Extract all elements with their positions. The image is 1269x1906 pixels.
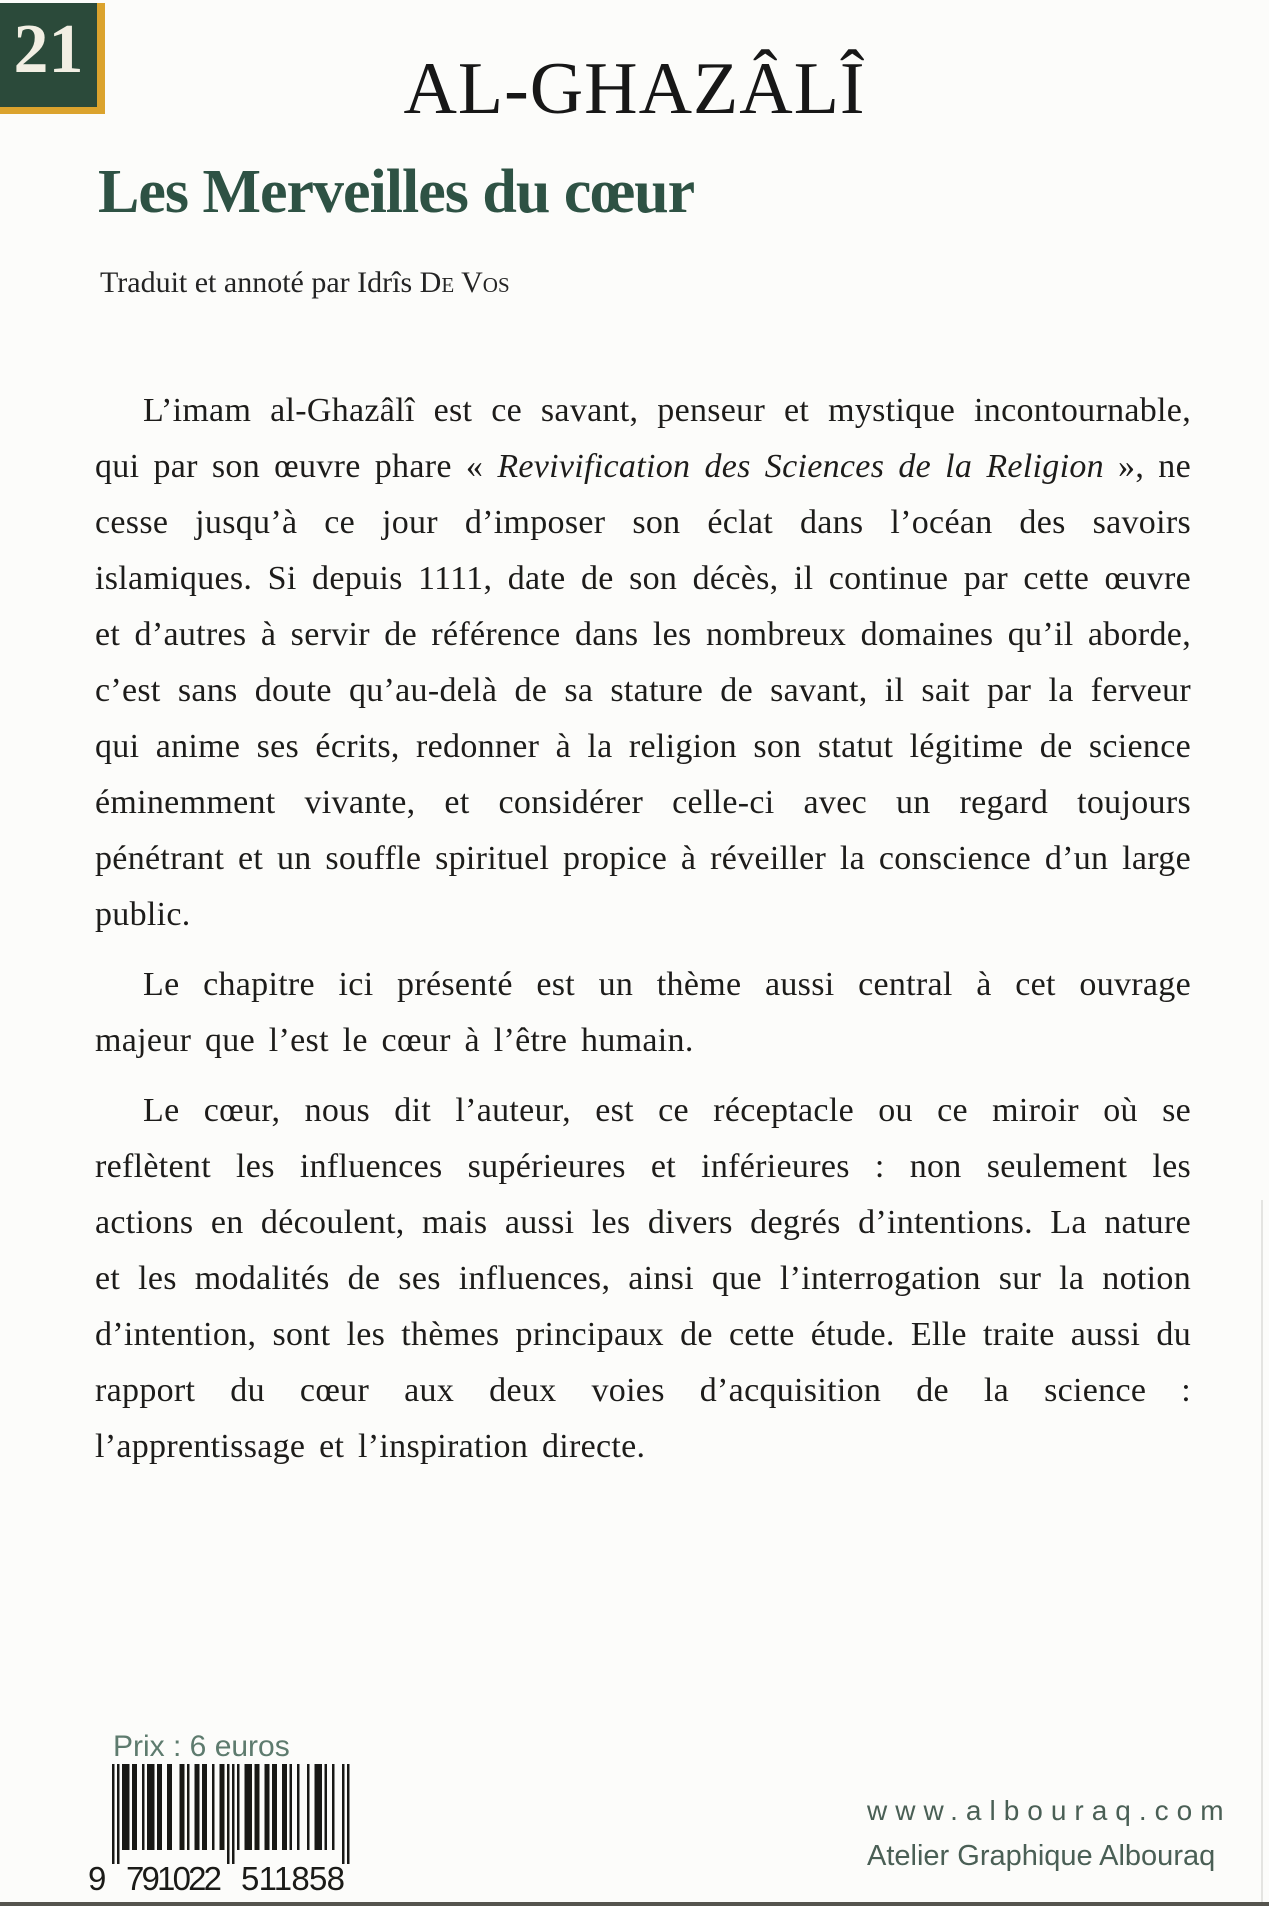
synopsis-paragraph	[95, 957, 1191, 1069]
publisher-website: www.albouraq.com	[867, 1795, 1232, 1826]
synopsis-segment: Le chapitre ici présenté est un thème aussi central à cet ouvrage majeur que l’est le cœur à l’être humain.	[95, 966, 1191, 1059]
price-label: Prix : 6 euros	[113, 1730, 290, 1763]
synopsis-segment-italic: Revivification des Sciences de la Religion	[497, 448, 1104, 485]
barcode-digits-right: 511858	[241, 1860, 345, 1897]
translator-prefix: Traduit et annoté par Idrîs	[100, 266, 420, 299]
book-title: Les Merveilles du cœur	[98, 158, 695, 226]
barcode-digits-left: 791022	[126, 1860, 222, 1897]
translator-name: De Vos	[419, 266, 510, 299]
synopsis-segment: », ne cesse jusqu’à ce jour d’imposer son éclat dans l’océan des savoirs islamiques. Si depuis 1111, date de son décès, il continue par cette œuvre et d’autres à servir de référence dans les nombreux domaines qu’il aborde, c’est sans doute qu’au-delà de sa stature de savant, il sait par la ferveur qui anime ses écrits, redonner à la religion son statut légitime de science éminemment vivante, et considérer celle-ci avec un regard toujours pénétrant et un souffle spirituel propice à réveiller la conscience d’un large public.	[95, 448, 1191, 933]
synopsis-paragraph	[95, 1083, 1191, 1475]
synopsis-segment: L’imam al-Ghazâlî est ce savant, penseur et mystique incontournable, qui par son œuvre phare «	[95, 392, 1191, 485]
publisher-studio: Atelier Graphique Albouraq	[867, 1840, 1216, 1872]
synopsis	[95, 383, 1191, 1489]
page-bottom-edge	[0, 1902, 1269, 1906]
scan-edge-line	[1261, 1200, 1263, 1906]
translator-line	[100, 266, 510, 300]
barcode-bars	[86, 1764, 386, 1900]
publisher-info	[867, 1795, 1232, 1873]
synopsis-segment: Le cœur, nous dit l’auteur, est ce réceptacle ou ce miroir où se reflètent les influences supérieures et inférieures : non seulement les actions en découlent, mais aussi les divers degrés d’intentions. La nature et les modalités de ses influences, ainsi que l’interrogation sur la notion d’intention, sont les thèmes principaux de cette étude. Elle traite aussi du rapport du cœur aux deux voies d’acquisition de la science : l’apprentissage et l’inspiration directe.	[95, 1092, 1191, 1465]
barcode-digit-lead: 9	[88, 1860, 107, 1897]
collection-number: 21	[13, 11, 84, 88]
author-name: AL-GHAZÂLÎ	[403, 48, 866, 130]
synopsis-paragraph	[95, 383, 1191, 943]
barcode	[86, 1764, 386, 1900]
